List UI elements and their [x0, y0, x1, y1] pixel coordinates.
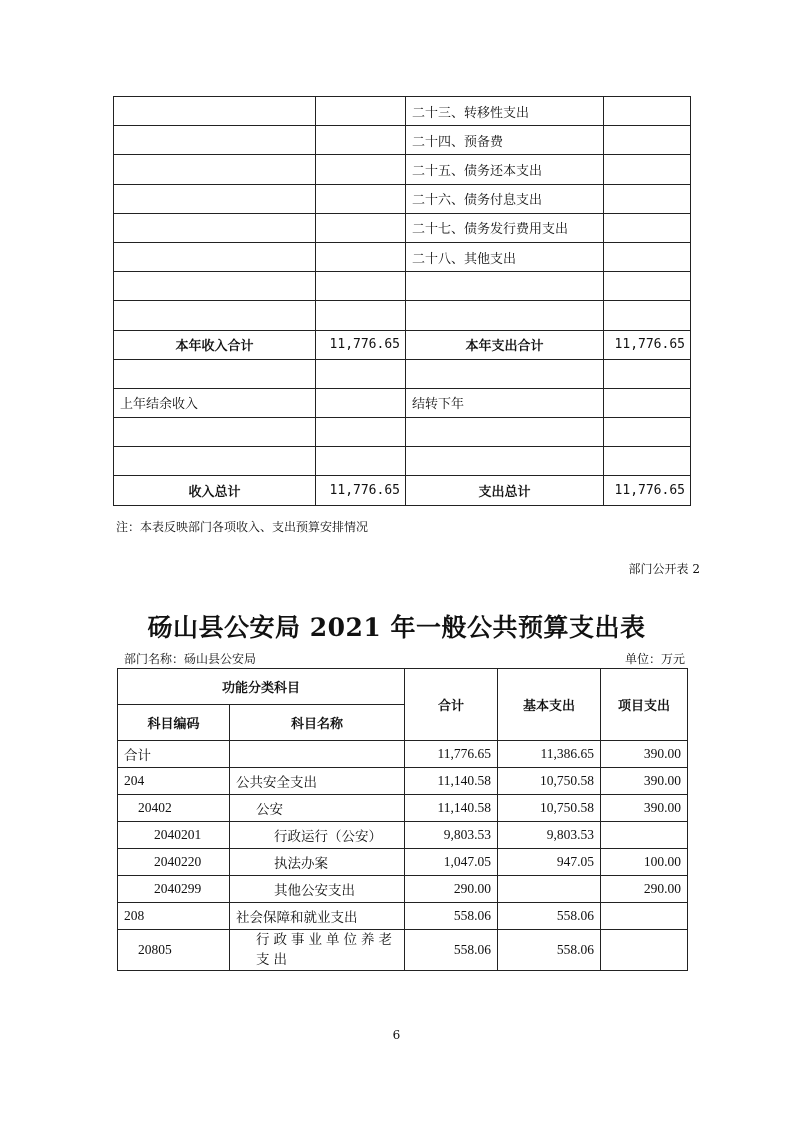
income-item	[114, 301, 316, 330]
table-row	[114, 184, 691, 213]
income-amount	[316, 447, 406, 476]
expense-amount	[604, 388, 691, 417]
income-item	[114, 242, 316, 271]
expense-item	[406, 418, 604, 447]
income-item	[114, 418, 316, 447]
cell-name: 公共安全支出	[230, 768, 405, 795]
cell-project: 100.00	[601, 849, 688, 876]
income-amount: 11,776.65	[316, 476, 406, 505]
income-item: 上年结余收入	[114, 388, 316, 417]
cell-name: 执法办案	[230, 849, 405, 876]
cell-name	[230, 741, 405, 768]
cell-code: 204	[118, 768, 230, 795]
table-row	[118, 876, 688, 903]
cell-project: 290.00	[601, 876, 688, 903]
expense-amount	[604, 242, 691, 271]
unit-label: 单位：万元	[624, 652, 685, 666]
cell-basic: 10,750.58	[498, 768, 601, 795]
header-project: 项目支出	[601, 669, 688, 741]
expense-item	[406, 447, 604, 476]
header-total: 合计	[405, 669, 498, 741]
table-row	[114, 476, 691, 505]
cell-basic: 947.05	[498, 849, 601, 876]
table-note: 注：本表反映部门各项收入、支出预算安排情况	[116, 520, 369, 534]
table-row	[118, 741, 688, 768]
table-row	[114, 330, 691, 359]
table-row	[114, 388, 691, 417]
header-code: 科目编码	[118, 705, 230, 741]
header-row-1	[118, 669, 688, 705]
income-amount	[316, 242, 406, 271]
expense-item: 支出总计	[406, 476, 604, 505]
table-row	[118, 930, 688, 971]
income-amount	[316, 272, 406, 301]
table-row	[114, 213, 691, 242]
expense-item: 二十六、债务付息支出	[406, 184, 604, 213]
cell-code: 2040220	[118, 849, 230, 876]
income-amount: 11,776.65	[316, 330, 406, 359]
table-row	[114, 447, 691, 476]
table-row	[118, 903, 688, 930]
cell-code: 20402	[118, 795, 230, 822]
income-item	[114, 359, 316, 388]
income-amount	[316, 388, 406, 417]
expense-amount	[604, 272, 691, 301]
expense-amount	[604, 301, 691, 330]
income-item	[114, 184, 316, 213]
cell-code: 2040201	[118, 822, 230, 849]
table-row	[114, 242, 691, 271]
expense-item: 结转下年	[406, 388, 604, 417]
cell-basic: 11,386.65	[498, 741, 601, 768]
cell-total: 1,047.05	[405, 849, 498, 876]
income-amount	[316, 97, 406, 126]
expense-amount: 11,776.65	[604, 476, 691, 505]
expense-item	[406, 301, 604, 330]
expense-amount	[604, 184, 691, 213]
income-item	[114, 213, 316, 242]
cell-project	[601, 822, 688, 849]
cell-basic: 10,750.58	[498, 795, 601, 822]
table-row	[114, 97, 691, 126]
expense-item: 二十七、债务发行费用支出	[406, 213, 604, 242]
income-amount	[316, 213, 406, 242]
header-function-group: 功能分类科目	[118, 669, 405, 705]
cell-basic	[498, 876, 601, 903]
cell-name: 公安	[230, 795, 405, 822]
income-amount	[316, 359, 406, 388]
department-name: 部门名称：砀山县公安局	[124, 652, 257, 666]
expense-item	[406, 359, 604, 388]
income-item	[114, 272, 316, 301]
expense-amount	[604, 155, 691, 184]
page-title: 砀山县公安局 2021 年一般公共预算支出表	[147, 613, 646, 642]
general-public-budget-table	[117, 668, 688, 971]
table-row	[114, 272, 691, 301]
header-name: 科目名称	[230, 705, 405, 741]
cell-total: 558.06	[405, 930, 498, 971]
cell-code: 2040299	[118, 876, 230, 903]
cell-project	[601, 903, 688, 930]
cell-basic: 558.06	[498, 930, 601, 971]
public-table-label: 部门公开表 2	[628, 562, 700, 576]
table-row	[118, 822, 688, 849]
income-amount	[316, 155, 406, 184]
cell-name: 其他公安支出	[230, 876, 405, 903]
table-row	[114, 418, 691, 447]
expense-item: 二十八、其他支出	[406, 242, 604, 271]
expense-item: 二十五、债务还本支出	[406, 155, 604, 184]
table-row	[114, 359, 691, 388]
cell-name: 行政运行（公安）	[230, 822, 405, 849]
page-number: 6	[392, 1028, 401, 1042]
expense-amount	[604, 97, 691, 126]
expense-amount	[604, 359, 691, 388]
expense-amount	[604, 418, 691, 447]
expense-item: 二十三、转移性支出	[406, 97, 604, 126]
table-row	[114, 155, 691, 184]
cell-total: 11,776.65	[405, 741, 498, 768]
cell-total: 11,140.58	[405, 768, 498, 795]
income-amount	[316, 184, 406, 213]
income-amount	[316, 126, 406, 155]
cell-project	[601, 930, 688, 971]
cell-total: 558.06	[405, 903, 498, 930]
income-item	[114, 447, 316, 476]
cell-code: 208	[118, 903, 230, 930]
income-item	[114, 97, 316, 126]
table-row	[118, 795, 688, 822]
expense-amount: 11,776.65	[604, 330, 691, 359]
income-item	[114, 155, 316, 184]
cell-basic: 558.06	[498, 903, 601, 930]
table-row	[118, 768, 688, 795]
income-item: 收入总计	[114, 476, 316, 505]
cell-project: 390.00	[601, 768, 688, 795]
table-row	[118, 849, 688, 876]
expense-amount	[604, 213, 691, 242]
cell-total: 9,803.53	[405, 822, 498, 849]
income-expense-summary-table	[113, 96, 691, 506]
expense-item	[406, 272, 604, 301]
cell-project: 390.00	[601, 795, 688, 822]
header-basic: 基本支出	[498, 669, 601, 741]
cell-code: 合计	[118, 741, 230, 768]
income-item: 本年收入合计	[114, 330, 316, 359]
cell-name: 社会保障和就业支出	[230, 903, 405, 930]
cell-project: 390.00	[601, 741, 688, 768]
cell-basic: 9,803.53	[498, 822, 601, 849]
income-amount	[316, 418, 406, 447]
expense-amount	[604, 126, 691, 155]
income-amount	[316, 301, 406, 330]
cell-total: 11,140.58	[405, 795, 498, 822]
expense-item: 本年支出合计	[406, 330, 604, 359]
expense-item: 二十四、预备费	[406, 126, 604, 155]
cell-name: 行政事业单位养老支出	[230, 930, 405, 971]
cell-code: 20805	[118, 930, 230, 971]
cell-total: 290.00	[405, 876, 498, 903]
income-item	[114, 126, 316, 155]
table-row	[114, 126, 691, 155]
table-row	[114, 301, 691, 330]
expense-amount	[604, 447, 691, 476]
